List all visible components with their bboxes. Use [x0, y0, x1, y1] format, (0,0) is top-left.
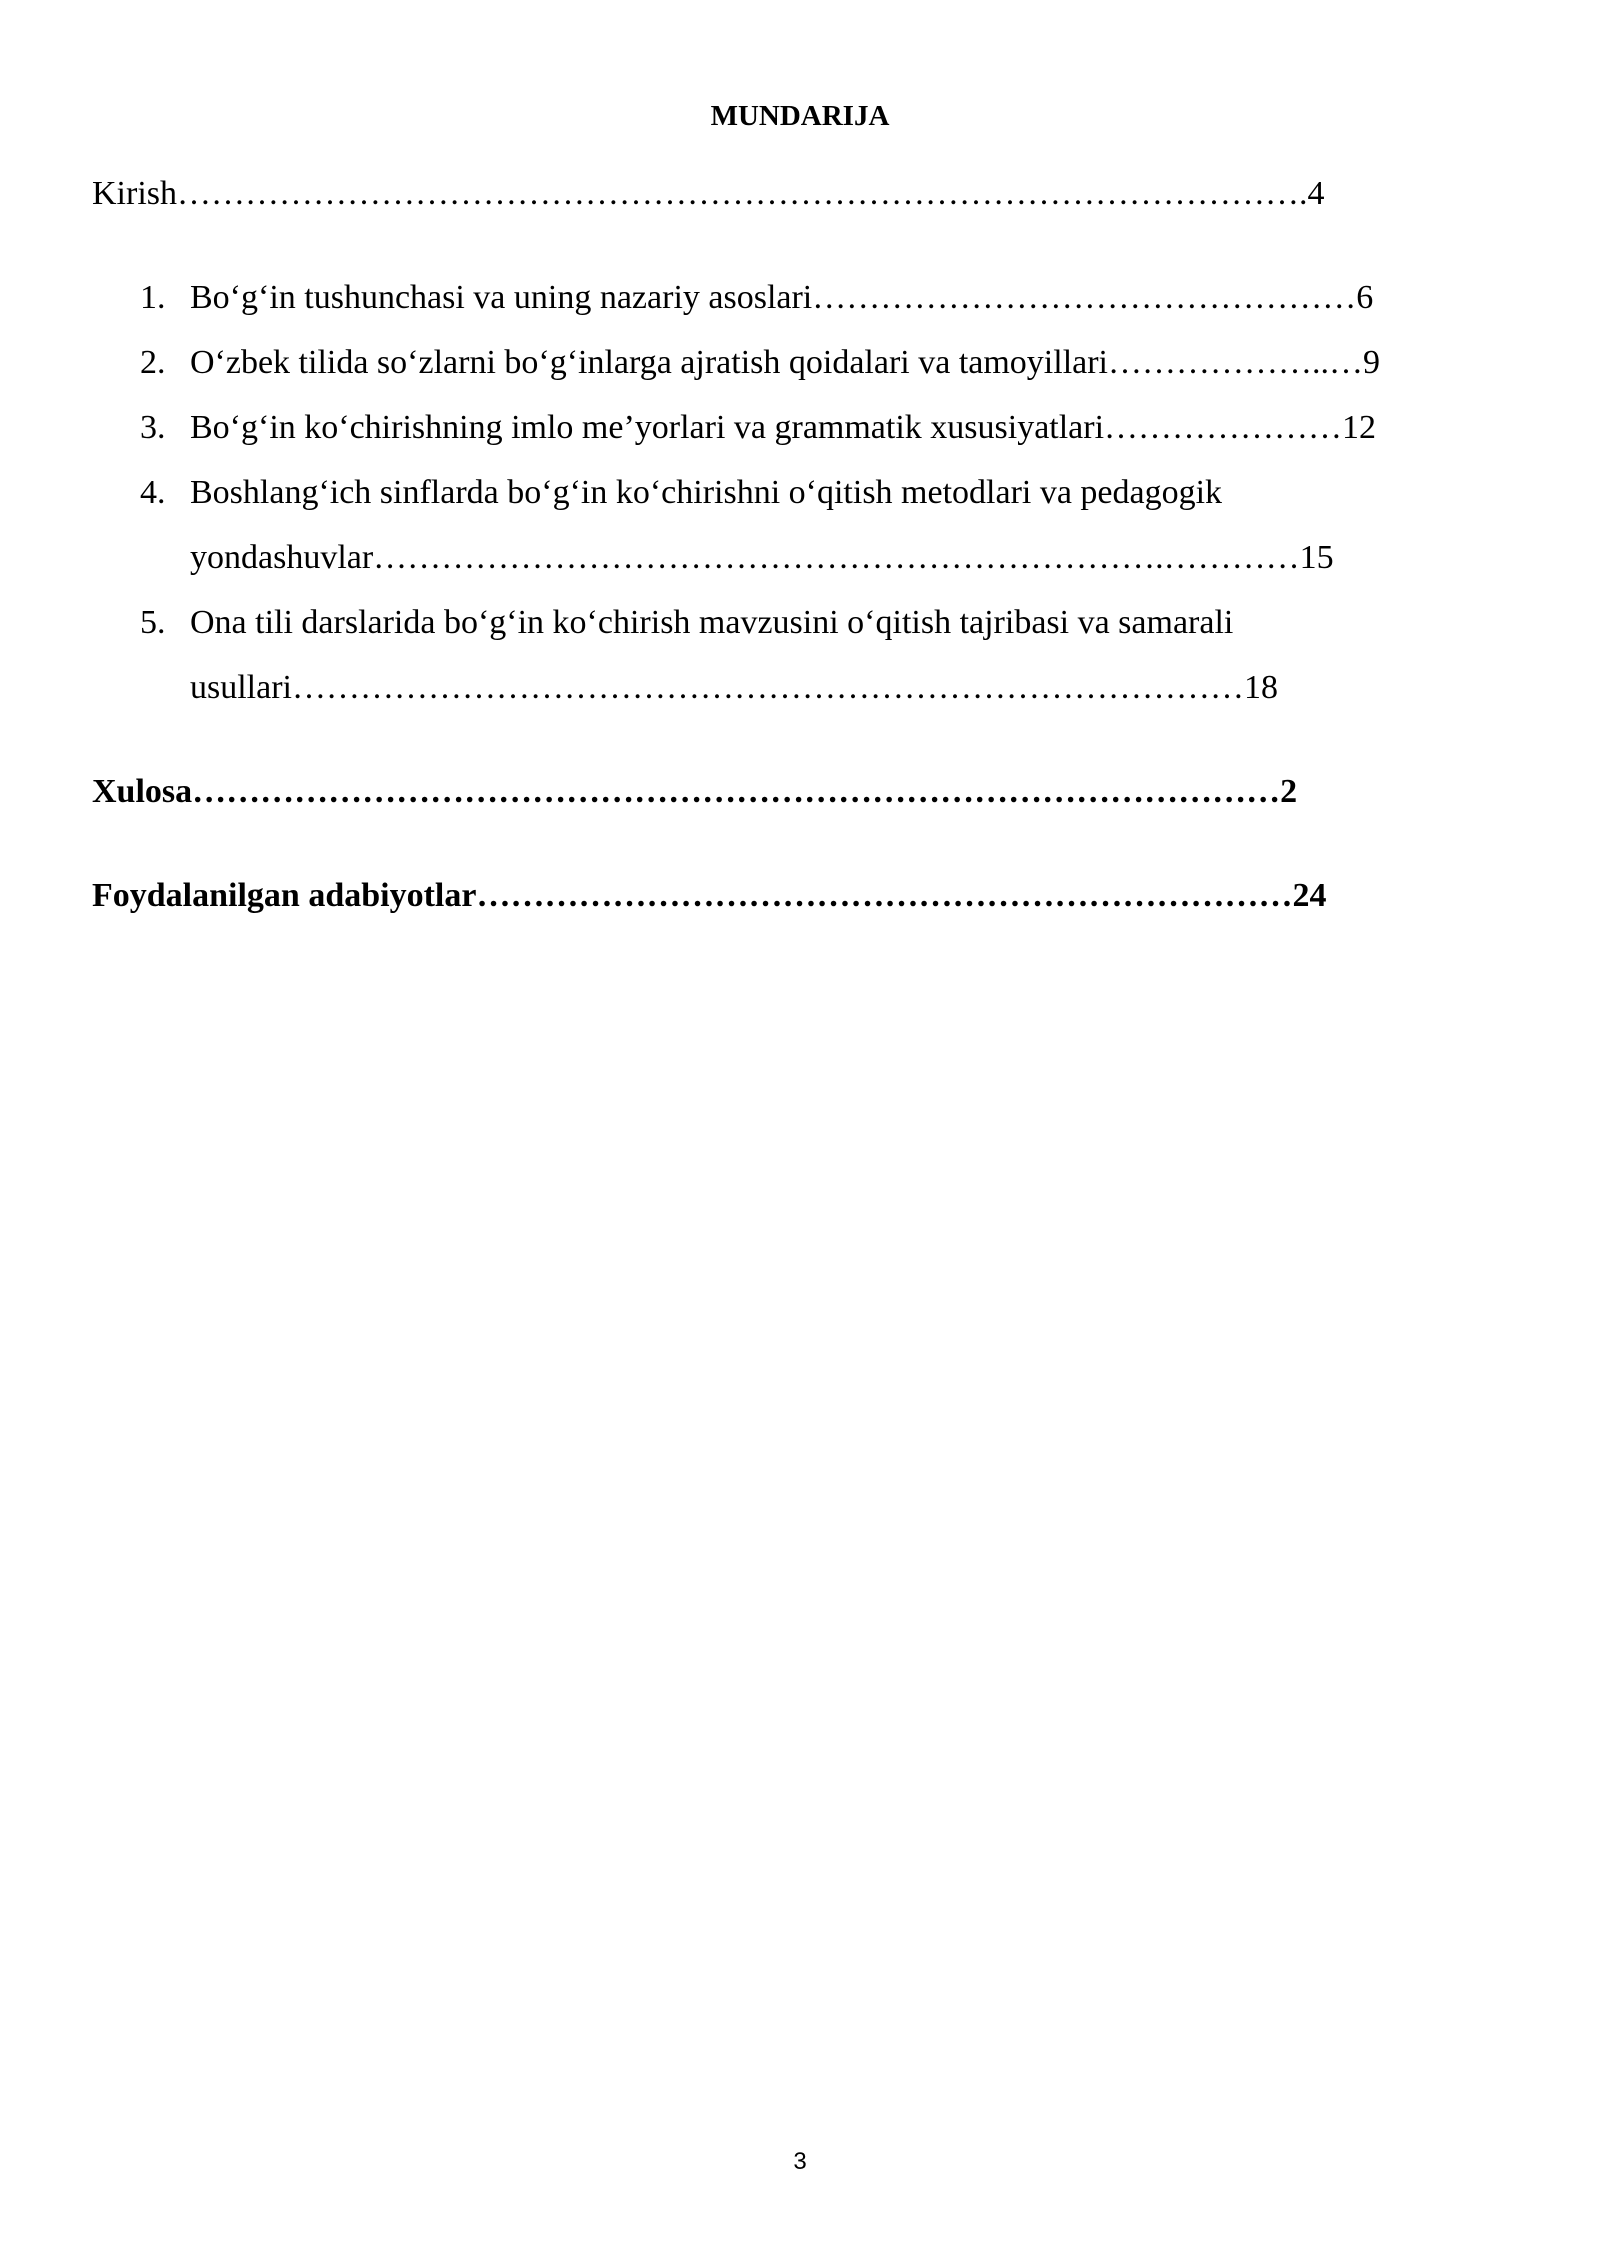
chapter-title-line-2: usullari…………………………………………………………………………18 — [190, 669, 1278, 706]
toc-entry-introduction[interactable]: Kirish……………………………………………………………………………………….4 — [92, 175, 1325, 212]
chapter-title-line-1: Ona tili darslarida bo‘g‘in ko‘chirish mavzusini o‘qitish tajribasi va samarali — [190, 604, 1234, 641]
chapter-number: 2. — [140, 344, 166, 381]
chapter-number: 3. — [140, 409, 166, 446]
page-number: 3 — [793, 2148, 807, 2175]
toc-entry-references[interactable]: Foydalanilgan adabiyotlar………………………………………………………………24 — [92, 877, 1327, 914]
chapter-title-line-1: Boshlang‘ich sinflarda bo‘g‘in ko‘chirishni o‘qitish metodlari va pedagogik — [190, 474, 1223, 511]
toc-entry-conclusion[interactable]: Xulosa……………………………………………………………………………………2 — [92, 773, 1298, 810]
chapter-title: Bo‘g‘in tushunchasi va uning nazariy asoslari…………………………………………6 — [190, 279, 1374, 316]
chapter-number: 5. — [140, 604, 166, 641]
chapter-title: O‘zbek tilida so‘zlarni bo‘g‘inlarga ajratish qoidalari va tamoyillari………………..…9 — [190, 344, 1380, 381]
chapter-title: Bo‘g‘in ko‘chirishning imlo me’yorlari va grammatik xususiyatlari…………………12 — [190, 409, 1377, 446]
toc-title: MUNDARIJA — [710, 100, 890, 132]
chapter-title-line-2: yondashuvlar…………………………………………………………….…………15 — [190, 539, 1334, 576]
chapter-number: 1. — [140, 279, 166, 316]
chapter-number: 4. — [140, 474, 166, 511]
